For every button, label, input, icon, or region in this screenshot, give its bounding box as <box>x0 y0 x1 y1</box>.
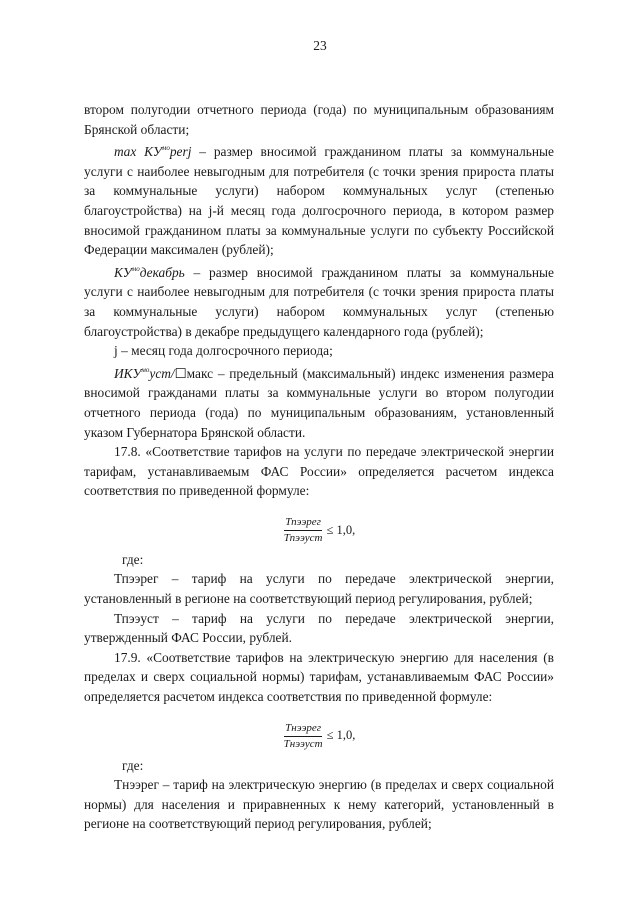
formula-17-9 <box>84 722 554 751</box>
term-ku-december: $КУ^{мо}декабрь$ <box>114 264 185 280</box>
document-body <box>84 100 554 834</box>
section-17-9: 17.9. «Соответствие тарифов на электрическую энергию для населения (в пределах и сверх социальной нормы) тарифам, устанавливаемым ФАС России» определяется расчетом индекса соответствия по приведенной формуле: <box>84 649 554 705</box>
formula-17-8 <box>84 516 554 545</box>
definition-tpeereg: Тпээрег – тариф на услуги по передаче электрической энергии, установленный в регионе на соответствующий период регулирования, рублей; <box>84 571 554 607</box>
paragraph-continuation: втором полугодии отчетного периода (года) по муниципальным образованиям Брянской области; <box>84 102 554 137</box>
formula-17-8-fraction <box>283 516 324 545</box>
formula-17-9-relation: ≤ 1,0, <box>326 728 356 743</box>
formula-17-9-numerator: Тнээрег <box>284 722 322 737</box>
formula-17-9-fraction <box>283 722 324 751</box>
formula-17-9-denominator: Тнээуст <box>283 737 323 750</box>
page-number: 23 <box>313 38 327 53</box>
where-label: где: <box>122 757 144 773</box>
box-glyph: ☐ <box>174 365 187 381</box>
term-iku: $ИКУ^{мо}уст/$ <box>114 365 175 381</box>
formula-17-8-relation: ≤ 1,0, <box>326 522 356 537</box>
definition-max-ku: $\max КУ^{мо}perj$ – размер вносимой гражданином платы за коммунальные услуги с наиболее невыгодным для потребителя (с точки зрения прироста платы за коммунальные услуги) набором коммунальных услуг (степенью благоустройства) на j-й месяц года долгосрочного периода, в котором размер вносимой гражданином платы за коммунальные услуги по субъекту Российской Федерации максимален (рублей); <box>84 144 554 258</box>
definition-iku: $ИКУ^{мо}уст/☐макс$ – предельный (максимальный) индекс изменения размера вносимой гражданами платы за коммунальные услуги во втором полугодии отчетного периода (года) по муниципальным образованиям, установленный указом Губернатора Брянской области. <box>84 365 554 440</box>
formula-17-8-denominator: Тпээуст <box>283 531 323 544</box>
definition-tneereg: Тнээрег – тариф на электрическую энергию (в пределах и сверх социальной нормы) для населения и приравненных к нему категорий, установленный в регионе на соответствующий период регулирования, рублей; <box>84 777 554 832</box>
term-max-ku: $\max КУ^{мо}perj$ <box>114 144 192 160</box>
formula-17-8-numerator: Тпээрег <box>284 516 322 531</box>
where-label: где: <box>122 551 144 567</box>
section-17-8: 17.8. «Соответствие тарифов на услуги по передаче электрической энергии тарифам, устанавливаемым ФАС России» определяется расчетом индекса соответствия по приведенной формуле: <box>84 444 554 499</box>
definition-j: j – месяц года долгосрочного периода; <box>114 343 333 359</box>
definition-ku-december: $КУ^{мо}декабрь$ – размер вносимой гражданином платы за коммунальные услуги с наиболее невыгодным для потребителя (с точки зрения прироста платы за коммунальные услуги) набором коммунальных услуг (степенью благоустройства) в декабре предыдущего календарного года (рублей); <box>84 264 554 339</box>
definition-tpeeust: Тпээуст – тариф на услуги по передаче электрической энергии, утвержденный ФАС России, рублей. <box>84 610 554 646</box>
